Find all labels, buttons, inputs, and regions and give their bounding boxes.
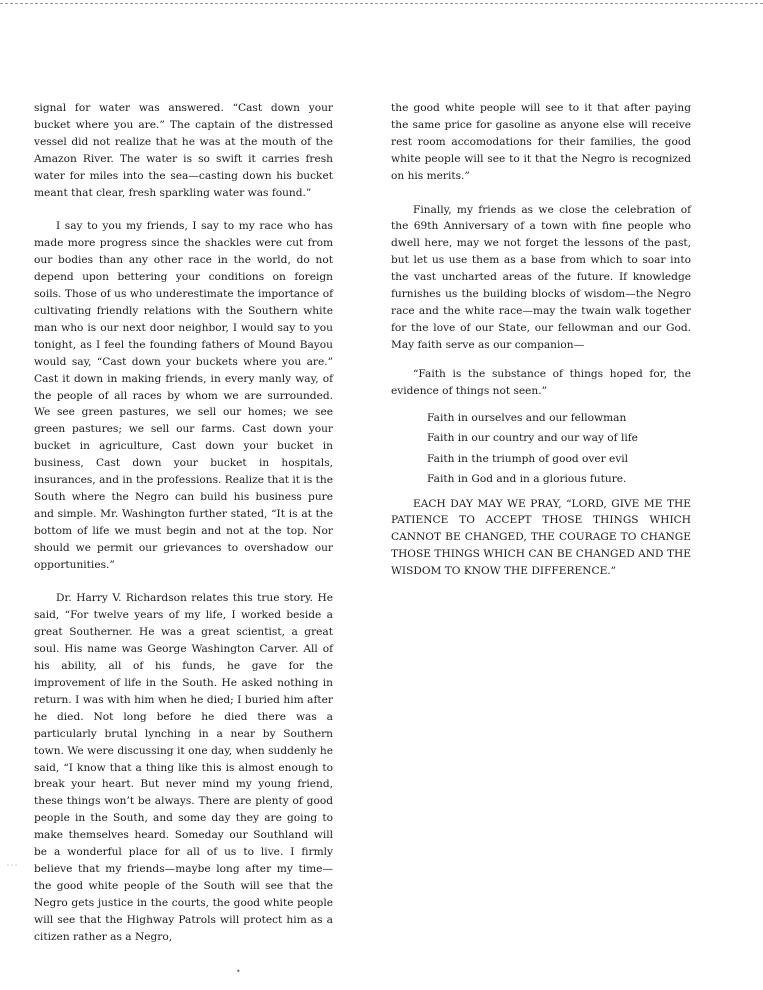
closing-prayer: EACH DAY MAY WE PRAY, “LORD, GIVE ME THE PATIENCE TO ACCEPT THOSE THINGS WHICH CANNOT BE CHANGED, THE COURAGE TO CHANGE THOSE THINGS WHICH CAN BE CHANGED AND THE WISDOM TO KNOW THE DIFFERENCE.” — [391, 497, 691, 578]
paragraph-bucket-story: signal for water was answered. “Cast down your bucket where you are.” The captain of the distressed vessel did not realize that he was at the mouth of the Amazon River. The water is so swift it carries fresh water for miles into the sea—casting down his bucket meant that clear, fresh sparkling water was found.” — [34, 102, 333, 199]
faith-line: Faith in the triumph of good over evil — [427, 452, 629, 465]
faith-line: Faith in our country and our way of life — [427, 432, 638, 444]
page-top-border — [0, 3, 763, 4]
scan-speck: ˙˙˙ — [6, 864, 18, 873]
paragraph-anniversary-closing: Finally, my friends as we close the celebration of the 69th Anniversary of a town with fine people who dwell here, may we not forget the lessons of the past, but let us use them as a base from which to soar into the vast uncharted areas of the future. If knowledge furnishes us the building blocks of wisdom—the Negro race and the white race—may the twain walk together for the love of our State, our fellowman and our God. May faith serve as our companion— — [391, 203, 691, 351]
faith-line: Faith in God and in a glorious future. — [427, 473, 627, 485]
paragraph-good-white-people: the good white people will see to it that after paying the same price for gasoline as anyone else will receive rest room accomodations for their families, the good white people will see to it that the Negro is recognized on his merits.” — [391, 102, 691, 182]
faith-list — [427, 408, 691, 490]
paragraph-cast-down-buckets: I say to you my friends, I say to my race who has made more progress since the shackles were cut from our bodies than any other race in the world, do not depend upon bettering your conditions on foreign soils. Those of us who underestimate the importance of cultivating friendly relations with the Southern white man who is our next door neighbor, I would say to you tonight, as I feel the founding fathers of Mound Bayou would say, “Cast down your buckets where you are.” Cast it down in making friends, in every manly way, of the people of all races by whom we are surrounded. We see green pastures, we sell our homes; we see green pastures; we sell our farms. Cast down your bucket in agriculture, Cast down your bucket in business, Cast down your bucket in hospitals, insurances, and in the professions. Realize that it is the South where the Negro can build his business pure and simple. Mr. Washington further stated, “It is at the bottom of life we must begin and not at the top. Nor should we permit our grievances to overshadow our opportunities.” — [34, 220, 333, 571]
scan-speck: • — [236, 967, 241, 976]
paragraph-richardson-story: Dr. Harry V. Richardson relates this true story. He said, “For twelve years of my life, I worked beside a great Southerner. He was a great scientist, a great soul. His name was George Washington Carver. All of his ability, all of his funds, he gave for the improvement of life in the South. He asked nothing in return. I was with him when he died; I buried him after he died. Not long before he died there was a particularly brutal lynching in a near by Southern town. We were discussing it one day, when suddenly he said, “I know that a thing like this is almost enough to break your heart. But never mind my young friend, these things won’t be always. There are plenty of good people in the South, and some day they are going to make themselves heard. Someday our Southland will be a wonderful place for all of us to live. I firmly believe that my friends—maybe long after my time—the good white people of the South will see that the Negro gets justice in the courts, the good white people will see that the Highway Patrols will protect him as a citizen rather as a Negro, — [34, 592, 333, 943]
faith-line: Faith in ourselves and our fellowman — [427, 411, 627, 424]
left-text-column — [34, 100, 333, 946]
right-text-column — [391, 100, 691, 580]
paragraph-faith-quote: “Faith is the substance of things hoped for, the evidence of things not seen.” — [391, 367, 691, 397]
